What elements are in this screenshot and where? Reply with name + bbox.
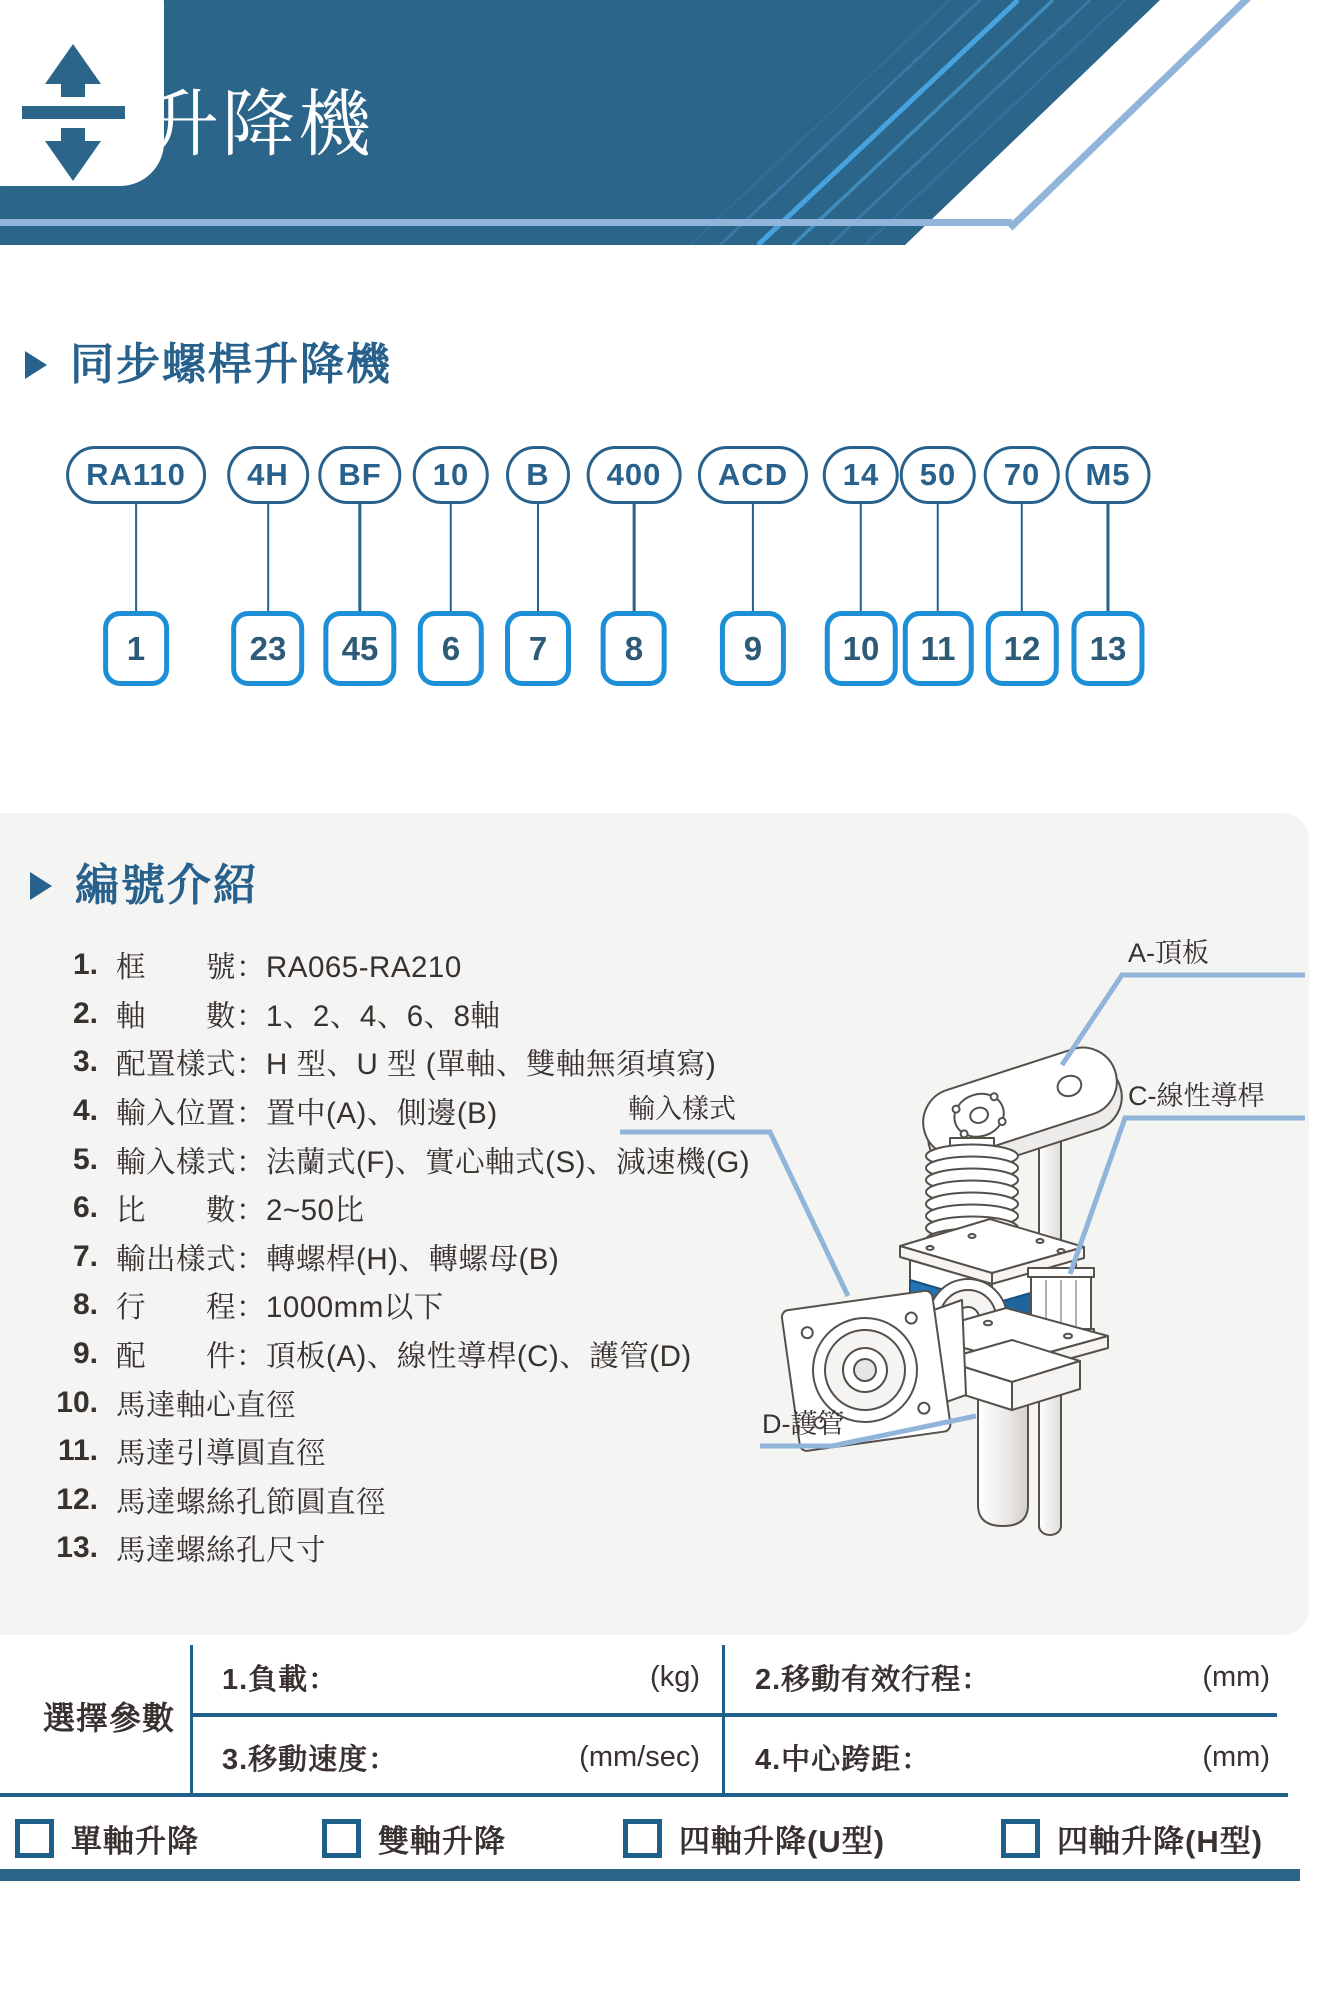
intro-section-title: 編號介紹 <box>75 861 259 910</box>
code-badge: 10 <box>413 446 489 504</box>
option-label: 雙軸升降 <box>378 1824 506 1859</box>
badge-connector-line <box>450 504 453 611</box>
list-item-text: 配 件：頂板(A)、線性導桿(C)、護管(D) <box>116 1340 692 1374</box>
code-badge-column <box>984 446 1060 686</box>
lift-icon <box>0 0 164 186</box>
list-item-text: 輸入位置：置中(A)、側邊(B) <box>116 1097 498 1131</box>
code-badge: B <box>506 446 569 504</box>
machine-diagram <box>620 850 1310 1610</box>
list-item-number: 13. <box>56 1531 98 1565</box>
list-item-number: 11. <box>57 1434 98 1468</box>
code-badge-column <box>1065 446 1150 686</box>
list-item-text: 比 數：2~50比 <box>116 1194 365 1228</box>
section-marker-icon <box>30 872 52 900</box>
param-cell-load <box>222 1639 700 1715</box>
list-item-number: 6. <box>72 1191 98 1225</box>
diagram-label-top-plate: A-頂板 <box>1128 938 1209 968</box>
badge-connector-line <box>359 504 362 611</box>
list-item-text: 輸入樣式：法蘭式(F)、實心軸式(S)、減速機(G) <box>116 1145 751 1179</box>
list-item-text: 馬達軸心直徑 <box>116 1388 297 1422</box>
option-four-axis-u <box>623 1816 885 1861</box>
code-badge: 400 <box>587 446 682 504</box>
position-badge: 23 <box>232 611 305 686</box>
list-item-text: 行 程：1000mm以下 <box>116 1291 444 1325</box>
lift-bar-icon <box>22 106 125 119</box>
badge-connector-line <box>1107 504 1110 611</box>
position-badge: 7 <box>505 611 571 686</box>
code-badge: 50 <box>900 446 976 504</box>
params-table-header: 選擇參數 <box>42 1700 175 1736</box>
model-section-title: 同步螺桿升降機 <box>70 340 392 389</box>
code-badge-column <box>413 446 489 686</box>
badge-connector-line <box>135 504 138 611</box>
param-cell-speed <box>222 1719 700 1795</box>
option-label: 單軸升降 <box>71 1824 199 1859</box>
diagram-label-tube: D-護管 <box>762 1409 845 1439</box>
param-cell-span <box>755 1719 1270 1795</box>
badge-connector-line <box>1021 504 1024 611</box>
param-label: 2.移動有效行程： <box>755 1663 992 1696</box>
position-badge: 45 <box>324 611 397 686</box>
position-badge: 8 <box>601 611 667 686</box>
code-badge-column <box>900 446 976 686</box>
list-item-text: 輸出樣式：轉螺桿(H)、轉螺母(B) <box>116 1242 560 1276</box>
list-item-number: 12. <box>56 1482 98 1516</box>
list-item-number: 3. <box>72 1045 98 1079</box>
param-unit: (kg) <box>650 1660 700 1693</box>
badge-connector-line <box>752 504 755 611</box>
checkbox-single-axis[interactable] <box>15 1819 54 1858</box>
code-badge: 4H <box>227 446 309 504</box>
list-item-text: 馬達引導圓直徑 <box>116 1437 327 1471</box>
code-badge: ACD <box>698 446 808 504</box>
table-divider-vertical <box>722 1645 725 1795</box>
badge-connector-line <box>860 504 863 611</box>
leader-guide <box>1070 1118 1305 1274</box>
option-single-axis <box>15 1816 199 1861</box>
list-item-number: 1. <box>72 948 98 982</box>
position-badge: 10 <box>825 611 898 686</box>
code-badge: M5 <box>1065 446 1150 504</box>
protection-tube <box>978 1390 1028 1526</box>
badge-connector-line <box>267 504 270 611</box>
code-badge: 14 <box>823 446 899 504</box>
code-badge-column <box>227 446 309 686</box>
option-label: 四軸升降(U型) <box>679 1824 886 1859</box>
badge-connector-line <box>537 504 540 611</box>
param-label: 1.負載： <box>222 1663 339 1696</box>
banner-accent-line-horizontal <box>0 219 1012 226</box>
code-badge: RA110 <box>66 446 206 504</box>
code-badge-column <box>318 446 401 686</box>
list-item-number: 5. <box>72 1142 98 1176</box>
list-item-text: 馬達螺絲孔節圓直徑 <box>116 1485 387 1519</box>
badge-connector-line <box>937 504 940 611</box>
list-item-number: 10. <box>56 1385 98 1419</box>
code-badge: 70 <box>984 446 1060 504</box>
code-badge-column <box>698 446 808 686</box>
param-unit: (mm) <box>1202 1740 1270 1773</box>
list-item-text: 框 號：RA065-RA210 <box>116 951 462 985</box>
checkbox-four-axis-h[interactable] <box>1001 1819 1040 1858</box>
intro-section-header <box>30 861 259 910</box>
code-badge-column <box>66 446 206 686</box>
checkbox-dual-axis[interactable] <box>322 1819 361 1858</box>
bottom-divider-bar <box>0 1869 1300 1881</box>
diagram-label-guide: C-線性導桿 <box>1128 1081 1265 1111</box>
param-cell-stroke <box>755 1639 1270 1715</box>
list-item-number: 8. <box>72 1288 98 1322</box>
list-item-number: 2. <box>72 996 98 1030</box>
param-label: 3.移動速度： <box>222 1743 399 1776</box>
option-label: 四軸升降(H型) <box>1057 1824 1264 1859</box>
list-item-number: 7. <box>72 1239 98 1273</box>
list-item-text: 配置樣式：H 型、U 型 (單軸、雙軸無須填寫) <box>116 1048 717 1082</box>
model-section-header <box>25 340 392 389</box>
param-unit: (mm) <box>1202 1660 1270 1693</box>
list-item-text: 軸 數：1、2、4、6、8軸 <box>116 999 501 1033</box>
list-item-text: 馬達螺絲孔尺寸 <box>116 1534 327 1568</box>
diagram-label-input: 輸入樣式 <box>628 1094 736 1124</box>
list-item-number: 4. <box>72 1094 98 1128</box>
table-divider-vertical <box>190 1645 193 1795</box>
list-item-number: 9. <box>72 1337 98 1371</box>
position-badge: 11 <box>903 611 974 686</box>
option-dual-axis <box>322 1816 506 1861</box>
position-badge: 12 <box>986 611 1059 686</box>
checkbox-four-axis-u[interactable] <box>623 1819 662 1858</box>
param-label: 4.中心跨距： <box>755 1743 932 1776</box>
leader-input <box>620 1132 848 1296</box>
code-badge-column <box>505 446 571 686</box>
position-badge: 13 <box>1072 611 1145 686</box>
code-badge-column <box>823 446 899 686</box>
code-badge-column <box>587 446 682 686</box>
position-badge: 9 <box>720 611 786 686</box>
page-title: 升降機 <box>146 84 374 165</box>
param-unit: (mm/sec) <box>579 1740 700 1773</box>
position-badge: 6 <box>418 611 484 686</box>
position-badge: 1 <box>103 611 169 686</box>
option-four-axis-h <box>1001 1816 1263 1861</box>
section-marker-icon <box>25 351 47 379</box>
code-badge: BF <box>318 446 401 504</box>
badge-connector-line <box>633 504 636 611</box>
